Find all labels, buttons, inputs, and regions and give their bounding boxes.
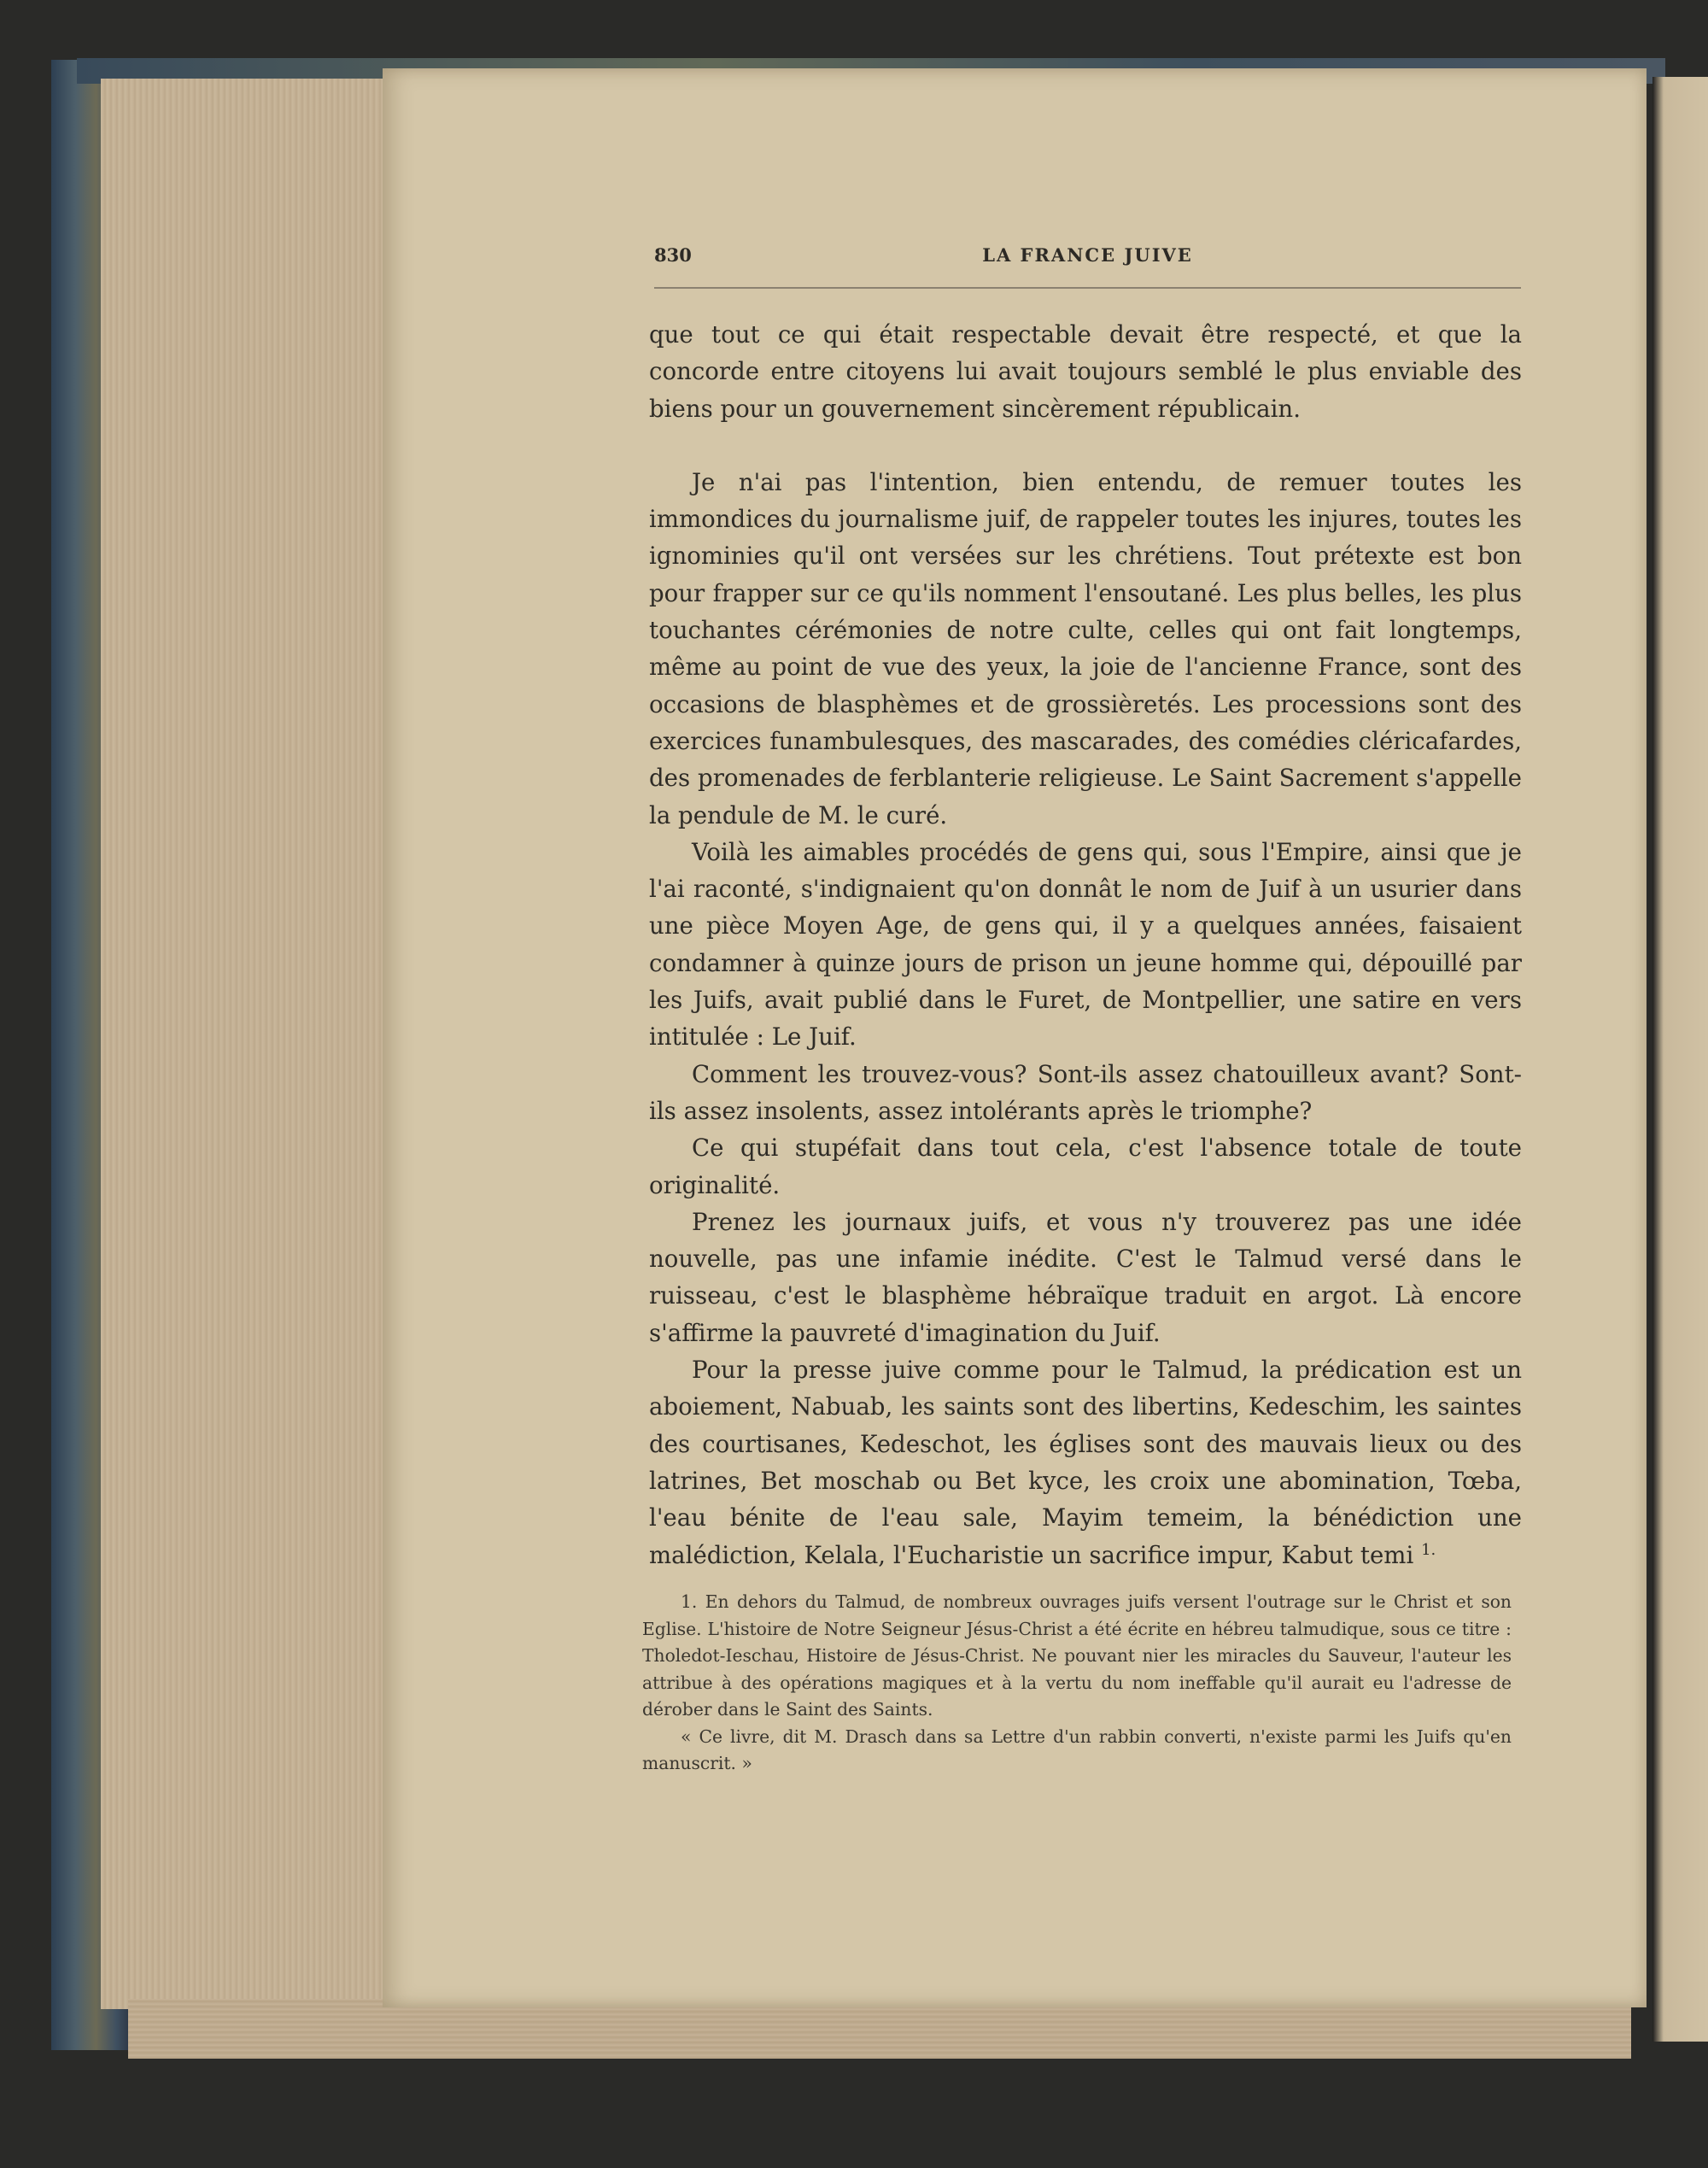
paragraph-text: Pour la presse juive comme pour le Talmud, la prédication est un aboiement, Nabuab, les saints sont des libertins, Kedeschim, les saintes des courtisanes, Kedeschot, les églises sont des mauvais lieux ou des latrines, Bet moschab ou Bet kyce, les croix une abomination, Tœba, l'eau bénite de l'eau sale, Mayim temeim, la bénédiction une malédiction, Kelala, l'Eucharistie un sacrifice impur, Kabut temi (649, 1356, 1522, 1569)
footnote: 1. En dehors du Talmud, de nombreux ouvrages juifs versent l'outrage sur le Christ et son Eglise. L'histoire de Notre Seigneur Jésus-Christ a été écrite en hébreu talmudique, sous ce titre : Tholedot-Ieschau, Histoire de Jésus-Christ. Ne pouvant nier les miracles du Sauveur, l'auteur les attribue à des opérations magiques et à la vertu du nom ineffable qu'il aurait eu l'adresse de dérober dans le Saint des Saints. (642, 1591, 1512, 1720)
page-block-edges (101, 79, 384, 2009)
header-rule (654, 287, 1521, 289)
footnote: « Ce livre, dit M. Drasch dans sa Lettre d'un rabbin converti, n'existe parmi les Juifs qu'en manuscrit. » (642, 1726, 1512, 1773)
paragraph: Je n'ai pas l'intention, bien entendu, de remuer toutes les immondices du journalisme juif, de rappeler toutes les injures, toutes les ignominies qu'il ont versées sur les chrétiens. Tout prétexte est bon pour frapper sur ce qu'ils nomment l'ensoutané. Les plus belles, les plus touchantes cérémonies de notre culte, celles qui ont fait longtemps, même au point de vue des yeux, la joie de l'ancienne France, sont des occasions de blasphèmes et de grossièretés. Les processions sont des exercices funambulesques, des mascarades, des comédies cléricafardes, des promenades de ferblanterie religieuse. Le Saint Sacrement s'appelle la pendule de M. le curé. (649, 467, 1522, 829)
paragraph: Voilà les aimables procédés de gens qui, sous l'Empire, ainsi que je l'ai raconté, s'indignaient qu'on donnât le nom de Juif à un usurier dans une pièce Moyen Age, de gens qui, il y a quelques années, faisaient condamner à quinze jours de prison un jeune homme qui, dépouillé par les Juifs, avait publié dans le Furet, de Montpellier, une satire en vers intitulée : Le Juif. (649, 837, 1522, 1052)
paragraph: que tout ce qui était respectable devait être respecté, et que la concorde entre citoyens lui avait toujours semblé le plus enviable des biens pour un gouvernement sincèrement républicain. (649, 320, 1522, 423)
paragraph: Comment les trouvez-vous? Sont-ils assez chatouilleux avant? Sont-ils assez insolents, assez intolérants après le triomphe? (649, 1059, 1522, 1125)
footnote-reference: 1. (1421, 1540, 1436, 1559)
page-number: 830 (654, 244, 692, 266)
paragraph: Prenez les journaux juifs, et vous n'y trouverez pas une idée nouvelle, pas une infamie inédite. C'est le Talmud versé dans le ruisseau, c'est le blasphème hébraïque traduit en argot. Là encore s'affirme la pauvreté d'imagination du Juif. (649, 1207, 1522, 1347)
facing-page-edge (1652, 77, 1708, 2042)
paragraph: Ce qui stupéfait dans tout cela, c'est l'absence totale de toute originalité. (649, 1134, 1522, 1199)
running-title: LA FRANCE JUIVE (982, 244, 1193, 266)
footnotes (642, 1589, 1512, 1778)
running-header (654, 244, 1521, 278)
main-text (649, 316, 1522, 1573)
paragraph-last (649, 1351, 1522, 1573)
page-block-bottom (128, 1999, 1631, 2059)
